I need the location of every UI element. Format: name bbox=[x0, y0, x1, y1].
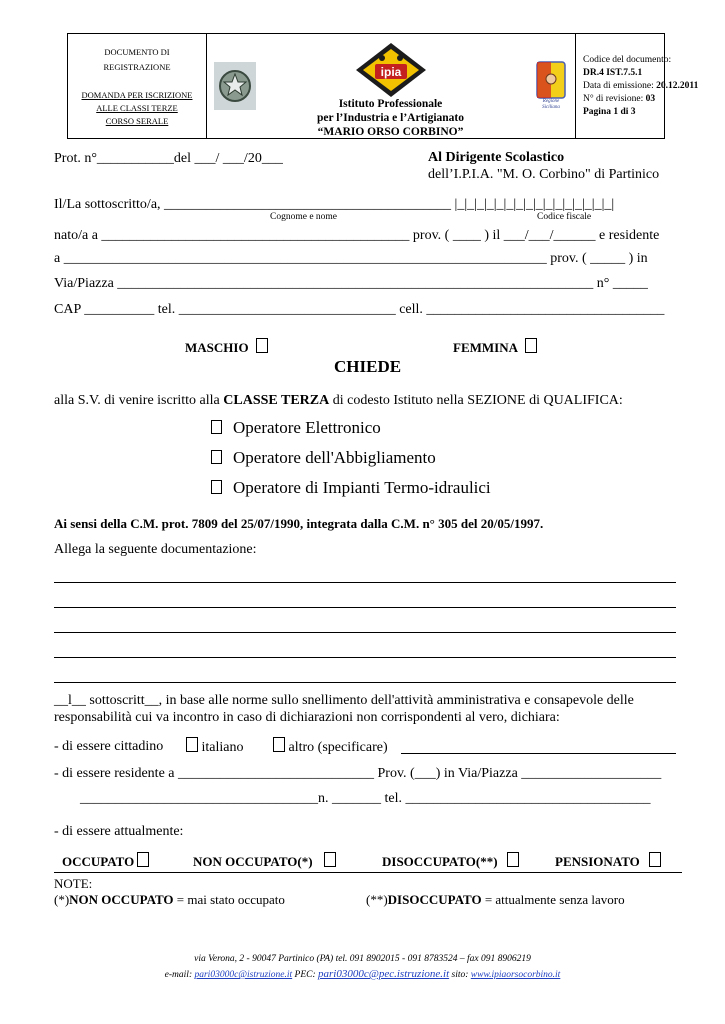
footer-email-label: e-mail: bbox=[164, 970, 195, 980]
school-name-line2: per l’Industria e l’Artigianato bbox=[316, 112, 465, 124]
revision-label: N° di revisione: bbox=[583, 94, 646, 104]
option-abbigliamento-checkbox[interactable] bbox=[211, 450, 222, 464]
documentation-line-5[interactable] bbox=[54, 682, 676, 683]
male-checkbox[interactable] bbox=[256, 338, 268, 353]
residence-address-field[interactable]: __________________________________n. _______ tel. ___________________________________ bbox=[80, 791, 651, 806]
note-non-occupato bbox=[54, 892, 285, 908]
option-abbigliamento[interactable] bbox=[211, 448, 436, 468]
residence-declaration-field[interactable]: - di essere residente a ____________________________ Prov. (___) in Via/Piazza ____________________ bbox=[54, 766, 662, 781]
header-school-cell bbox=[206, 34, 576, 138]
doc-type-line1: DOCUMENTO DI bbox=[104, 47, 170, 57]
request-sentence bbox=[54, 393, 623, 409]
citizenship-italian-option[interactable] bbox=[186, 737, 244, 756]
other-citizenship-input[interactable] bbox=[401, 753, 676, 754]
header-doc-info-cell bbox=[575, 34, 699, 138]
female-label: FEMMINA bbox=[453, 340, 518, 355]
doc-code-label: Codice del documento: bbox=[583, 55, 672, 65]
ipia-logo-icon bbox=[355, 42, 427, 98]
footer-pec-label: PEC: bbox=[292, 970, 319, 980]
footer-site-label: sito: bbox=[449, 970, 471, 980]
documentation-line-2[interactable] bbox=[54, 607, 676, 608]
residence-city-field[interactable]: a _____________________________________________________________________ prov. ( _____ ) in bbox=[54, 251, 648, 266]
option-elettronico-label: Operatore Elettronico bbox=[233, 418, 381, 437]
regione-label-2: Siciliana bbox=[542, 105, 560, 110]
documentation-line-3[interactable] bbox=[54, 632, 676, 633]
cognome-nome-label: Cognome e nome bbox=[270, 212, 338, 222]
trinacria-icon bbox=[536, 61, 566, 99]
italian-checkbox[interactable] bbox=[186, 737, 198, 752]
status-disoccupato-label: DISOCCUPATO(**) bbox=[382, 854, 498, 869]
status-occupato-label: OCCUPATO bbox=[62, 854, 135, 869]
status-pensionato-label: PENSIONATO bbox=[555, 854, 640, 869]
status-disoccupato-checkbox[interactable] bbox=[507, 852, 519, 867]
note1-term: NON OCCUPATO bbox=[69, 892, 174, 907]
female-checkbox[interactable] bbox=[525, 338, 537, 353]
footer-contacts bbox=[0, 968, 725, 980]
employment-label: - di essere attualmente: bbox=[54, 824, 184, 839]
codice-fiscale-label: Codice fiscale bbox=[537, 212, 592, 222]
allega-label: Allega la seguente documentazione: bbox=[54, 542, 257, 557]
note-disoccupato bbox=[366, 892, 625, 908]
status-non-occupato-checkbox[interactable] bbox=[324, 852, 336, 867]
other-label: altro (specificare) bbox=[288, 740, 388, 755]
footer-address: via Verona, 2 - 90047 Partinico (PA) tel. 091 8902015 - 091 8783524 – fax 091 8906219 bbox=[194, 954, 531, 964]
gender-male-option[interactable] bbox=[185, 338, 268, 356]
option-elettronico-checkbox[interactable] bbox=[211, 420, 222, 434]
doc-subtitle-line2: ALLE CLASSI TERZE bbox=[96, 103, 178, 113]
note1-definition: = mai stato occupato bbox=[173, 892, 285, 907]
ipia-logo-text: ipia bbox=[380, 65, 402, 79]
notes-divider bbox=[54, 872, 682, 873]
emission-date-value: 20.12.2011 bbox=[656, 81, 699, 91]
footer-site-link[interactable]: www.ipiaorsocorbino.it bbox=[470, 970, 561, 980]
option-termoidraulici-checkbox[interactable] bbox=[211, 480, 222, 494]
school-name-line1: Istituto Professionale bbox=[338, 98, 443, 110]
option-termoidraulici[interactable] bbox=[211, 478, 491, 498]
note1-prefix: (*) bbox=[54, 892, 70, 907]
school-name-line3: “MARIO ORSO CORBINO” bbox=[317, 126, 464, 138]
regione-sicilia-logo bbox=[536, 61, 566, 111]
recipient-title: Al Dirigente Scolastico bbox=[428, 150, 565, 165]
legal-reference: Ai sensi della C.M. prot. 7809 del 25/07/1990, integrata dalla C.M. n° 305 del 20/05/1997. bbox=[54, 516, 544, 531]
request-prefix: alla S.V. di venire iscritto alla bbox=[54, 393, 224, 408]
header-doc-type-cell bbox=[68, 34, 207, 138]
doc-type-line2: REGISTRAZIONE bbox=[103, 62, 171, 72]
other-checkbox[interactable] bbox=[273, 737, 285, 752]
citizenship-row bbox=[54, 739, 163, 755]
declaration-line2: responsabilità cui va incontro in caso di dichiarazioni non corrispondenti al vero, dichiara: bbox=[54, 710, 560, 725]
status-occupato[interactable] bbox=[62, 852, 149, 870]
recipient-school: dell’I.P.I.A. "M. O. Corbino" di Partinico bbox=[428, 167, 660, 182]
status-pensionato-checkbox[interactable] bbox=[649, 852, 661, 867]
status-occupato-checkbox[interactable] bbox=[137, 852, 149, 867]
option-abbigliamento-label: Operatore dell'Abbigliamento bbox=[233, 448, 436, 467]
male-label: MASCHIO bbox=[185, 340, 249, 355]
documentation-line-1[interactable] bbox=[54, 582, 676, 583]
note2-term: DISOCCUPATO bbox=[387, 892, 482, 907]
sottoscritto-field[interactable]: Il/La sottoscritto/a, _________________________________________ |_|_|_|_|_|_|_|_|_|_|_|_|_|_|_|_| bbox=[54, 197, 615, 212]
status-non-occupato[interactable] bbox=[193, 852, 336, 870]
doc-subtitle-line3: CORSO SERALE bbox=[105, 116, 169, 126]
emission-date-label: Data di emissione: bbox=[583, 81, 657, 91]
note2-prefix: (**) bbox=[366, 892, 388, 907]
citizenship-other-option[interactable] bbox=[273, 737, 388, 756]
doc-code-value: DR.4 IST.7.5.1 bbox=[583, 68, 643, 78]
page-indicator: Pagina 1 di 3 bbox=[583, 107, 636, 117]
footer-email-link[interactable]: pari03000c@istruzione.it bbox=[194, 970, 293, 980]
address-field[interactable]: Via/Piazza ____________________________________________________________________ n° _____ bbox=[54, 276, 648, 291]
regione-label-1: Regione bbox=[542, 99, 560, 104]
footer-pec-link[interactable]: pari03000c@pec.istruzione.it bbox=[318, 968, 450, 980]
notes-label: NOTE: bbox=[54, 876, 93, 891]
request-suffix: di codesto Istituto nella SEZIONE di QUALIFICA: bbox=[329, 393, 623, 408]
protocol-line: Prot. n°___________del ___/ ___/20___ bbox=[54, 151, 283, 166]
doc-subtitle-line1: DOMANDA PER ISCRIZIONE bbox=[81, 90, 193, 100]
status-non-occupato-label: NON OCCUPATO(*) bbox=[193, 854, 313, 869]
declaration-line1: __l__ sottoscritt__, in base alle norme sullo snellimento dell'attività amministrativa e consapevole delle bbox=[54, 693, 634, 708]
note2-definition: = attualmente senza lavoro bbox=[481, 892, 625, 907]
contacts-field[interactable]: CAP __________ tel. _______________________________ cell. __________________________________ bbox=[54, 302, 665, 317]
request-class: CLASSE TERZA bbox=[223, 393, 330, 408]
status-pensionato[interactable] bbox=[555, 852, 661, 870]
option-elettronico[interactable] bbox=[211, 418, 381, 438]
chiede-heading: CHIEDE bbox=[334, 357, 402, 376]
italian-label: italiano bbox=[201, 740, 244, 755]
birth-field[interactable]: nato/a a ____________________________________________ prov. ( ____ ) il ___/___/______ e residente bbox=[54, 228, 660, 243]
citizenship-label: - di essere cittadino bbox=[54, 739, 164, 754]
gender-female-option[interactable] bbox=[453, 338, 537, 356]
documentation-line-4[interactable] bbox=[54, 657, 676, 658]
status-disoccupato[interactable] bbox=[382, 852, 519, 870]
revision-value: 03 bbox=[645, 94, 656, 104]
revision-number bbox=[583, 94, 655, 104]
option-termoidraulici-label: Operatore di Impianti Termo-idraulici bbox=[233, 478, 491, 497]
document-header bbox=[67, 33, 699, 139]
emission-date bbox=[583, 81, 698, 91]
